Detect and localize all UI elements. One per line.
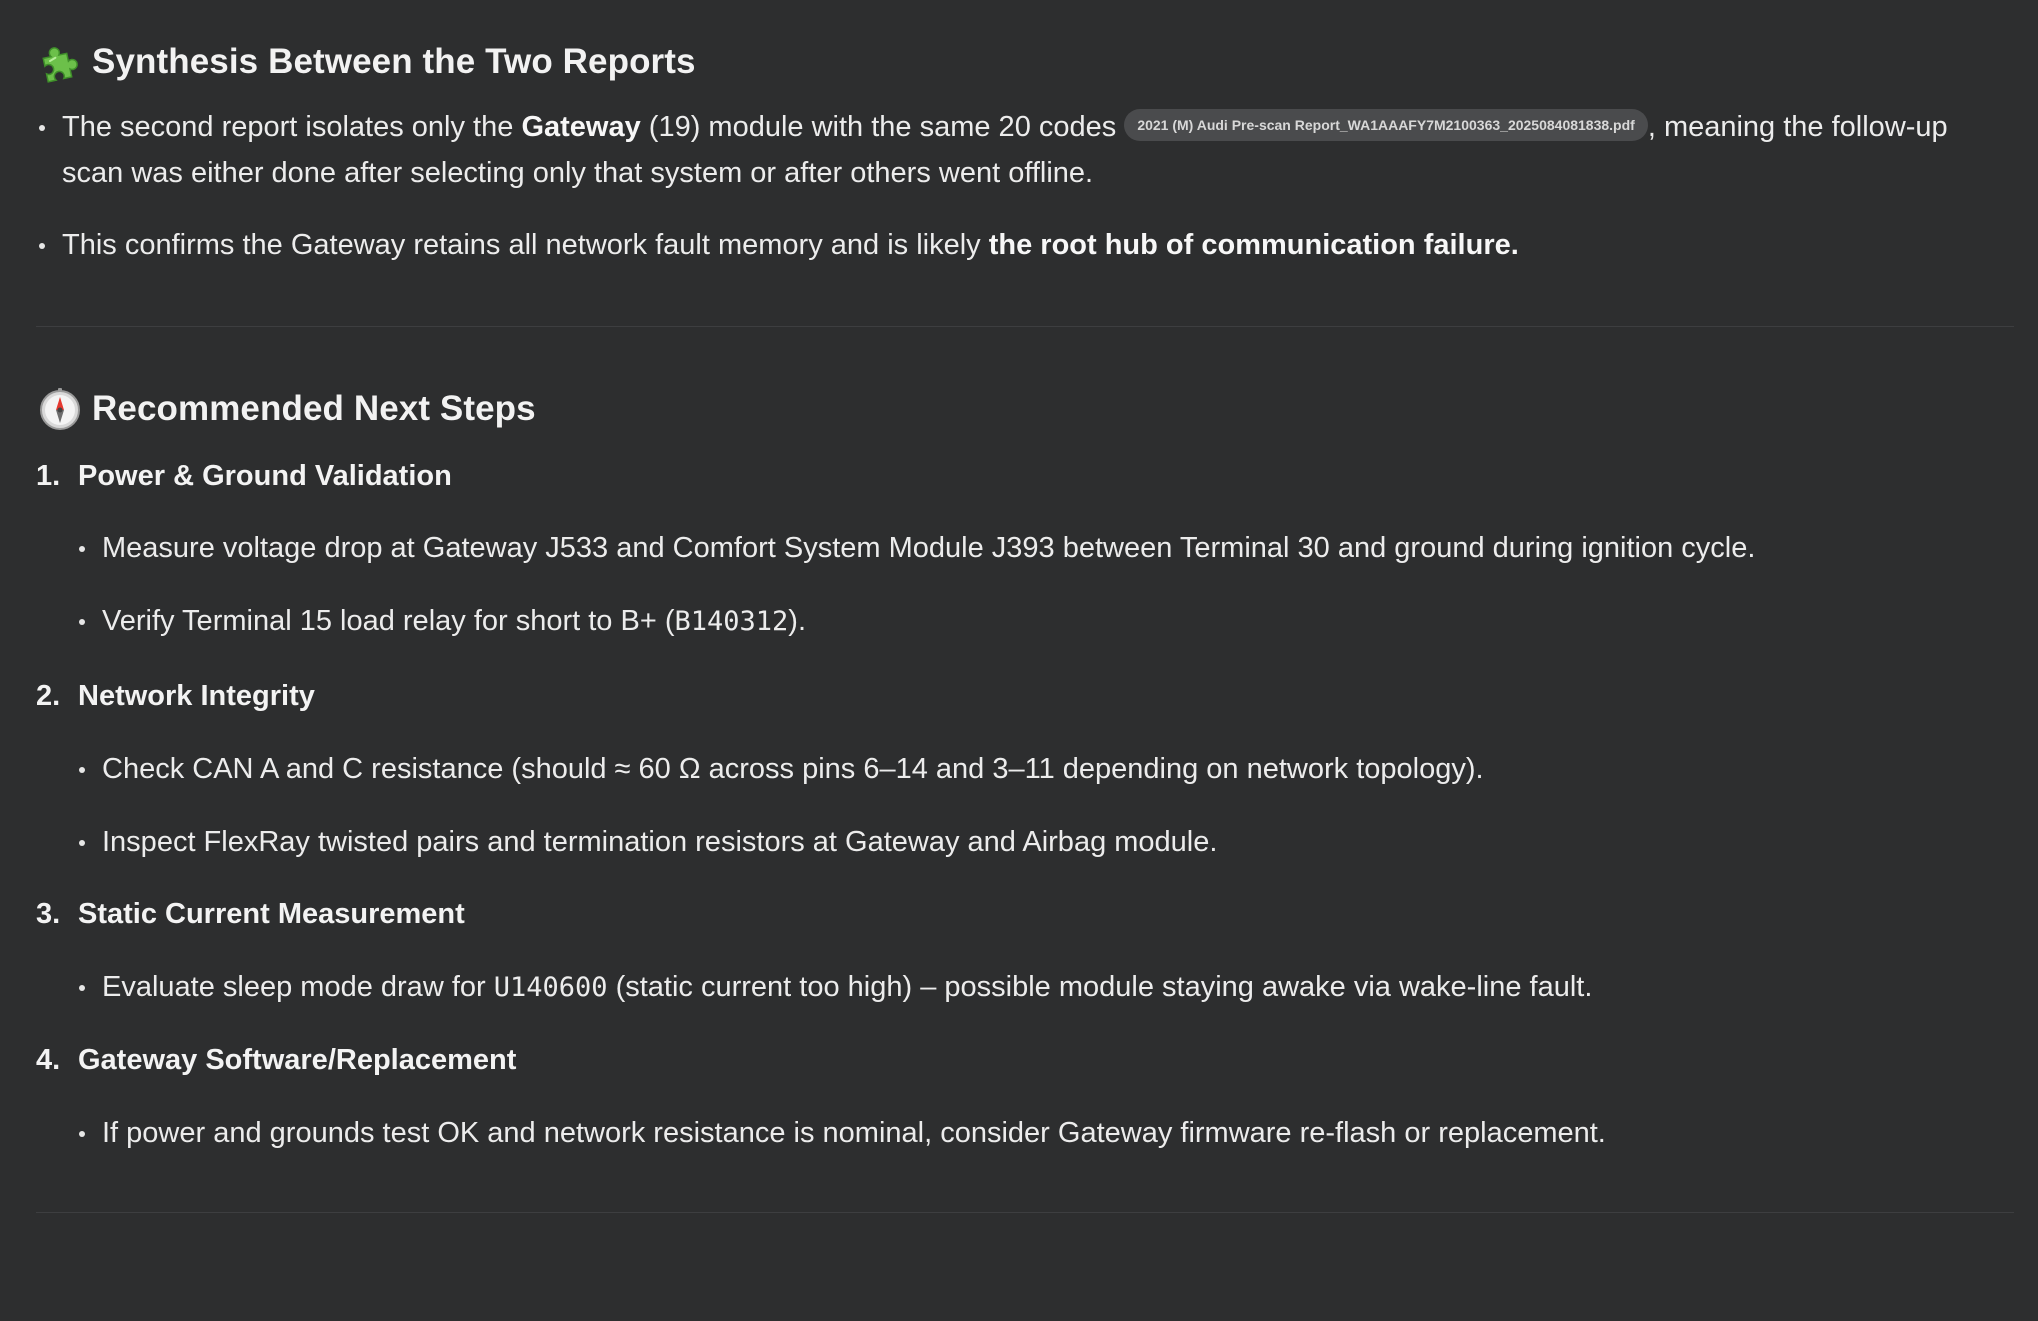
step-number: 4. <box>36 1044 61 1076</box>
step-bullet: If power and grounds test OK and network resistance is nominal, consider Gateway firmware re-flash or replacement. <box>76 1110 2014 1156</box>
bold-text: Gateway <box>521 111 641 143</box>
text-segment: Verify Terminal 15 load relay for short to B+ ( <box>102 605 675 637</box>
step-title-text: Network Integrity <box>78 680 315 712</box>
text-segment: , meaning the follow-up scan was either done after selecting only that system or after others went offline. <box>62 111 1948 189</box>
step-bullet: Inspect FlexRay twisted pairs and termination resistors at Gateway and Airbag module. <box>76 819 2014 865</box>
text-segment: The second report isolates only the <box>62 111 522 143</box>
text-segment: This confirms the Gateway retains all network fault memory and is likely <box>62 229 989 261</box>
text-segment: (19) module with the same 20 codes <box>640 111 1125 143</box>
step-bullet: Check CAN A and C resistance (should ≈ 60 Ω across pins 6–14 and 3–11 depending on network topology). <box>76 746 2014 792</box>
step-title-text: Gateway Software/Replacement <box>78 1044 517 1076</box>
inline-code: B140312 <box>674 606 789 637</box>
step-title <box>36 453 2014 499</box>
next-steps-heading-text: Recommended Next Steps <box>92 389 536 428</box>
synthesis-bullet-2 <box>36 222 2014 268</box>
text-segment: Evaluate sleep mode draw for <box>102 971 494 1003</box>
file-citation-chip[interactable]: 2021 (M) Audi Pre-scan Report_WA1AAAFY7M2100363_2025084081838.pdf <box>1124 109 1648 141</box>
text-segment: ). <box>788 605 806 637</box>
synthesis-heading <box>36 38 2014 86</box>
bold-text: the root hub of communication failure. <box>988 229 1519 261</box>
puzzle-piece-icon <box>36 38 84 86</box>
step-title <box>36 891 2014 937</box>
step-bullet <box>76 964 2014 1011</box>
synthesis-list <box>36 104 2014 268</box>
step-title <box>36 1037 2014 1083</box>
step-item <box>36 673 2014 865</box>
step-bullet <box>76 598 2014 645</box>
step-bullets <box>36 1110 2014 1156</box>
synthesis-heading-text: Synthesis Between the Two Reports <box>92 42 696 81</box>
compass-icon <box>36 385 84 433</box>
inline-code: U140600 <box>493 972 608 1003</box>
step-item <box>36 1037 2014 1156</box>
next-steps-heading <box>36 385 2014 433</box>
step-bullets <box>36 746 2014 865</box>
step-title <box>36 673 2014 719</box>
step-number: 1. <box>36 460 61 492</box>
synthesis-bullet-1 <box>36 104 2014 196</box>
step-bullets <box>36 525 2014 645</box>
step-number: 2. <box>36 680 61 712</box>
next-steps-list <box>36 453 2014 1156</box>
step-title-text: Static Current Measurement <box>78 898 465 930</box>
text-segment: (static current too high) – possible module staying awake via wake-line fault. <box>607 971 1593 1003</box>
step-bullet: Measure voltage drop at Gateway J533 and Comfort System Module J393 between Terminal 30 and ground during ignition cycle. <box>76 525 2014 571</box>
step-title-text: Power & Ground Validation <box>78 460 452 492</box>
section-divider <box>36 1212 2014 1213</box>
section-divider <box>36 326 2014 327</box>
step-bullets <box>36 964 2014 1011</box>
step-number: 3. <box>36 898 61 930</box>
step-item <box>36 453 2014 645</box>
step-item <box>36 891 2014 1011</box>
